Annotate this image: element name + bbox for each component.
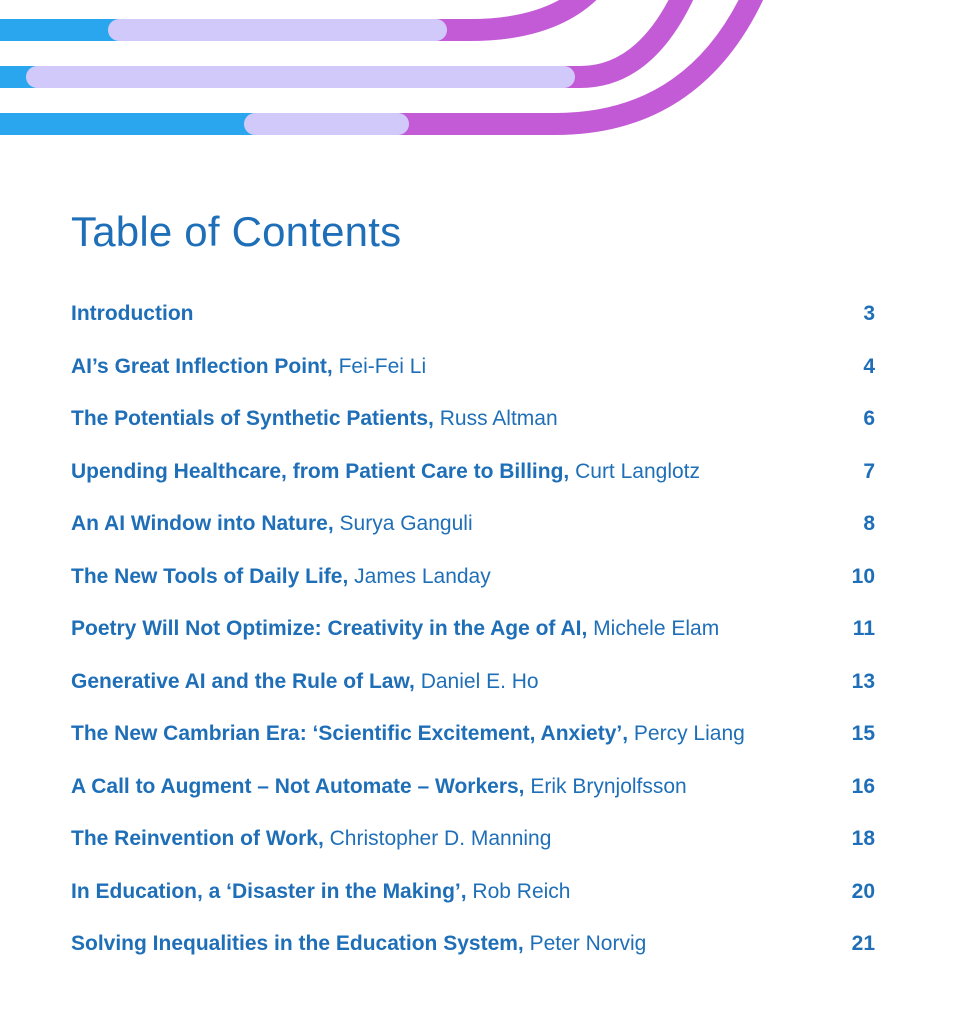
toc-entry-page-number: 20 [851,879,875,903]
toc-entry-author: Erik Brynjolfsson [530,774,687,798]
toc-entry-author: Rob Reich [472,879,571,903]
toc-entry-generative-ai-rule-of-law[interactable] [71,656,881,709]
toc-entry-page-number: 13 [851,669,875,693]
toc-entry-text [71,512,473,536]
toc-entry-author: James Landay [354,564,491,588]
toc-entry-page-number: 3 [863,302,875,326]
toc-entry-poetry-will-not-optimize[interactable] [71,603,881,656]
toc-entry-upending-healthcare[interactable] [71,446,881,499]
toc-entry-text [71,880,570,904]
toc-entry-author: Christopher D. Manning [329,827,552,851]
toc-entry-text [71,722,745,746]
purple-stripe-top [430,0,600,30]
toc-entry-page-number: 16 [851,774,875,798]
toc-entry-title: Generative AI and the Rule of Law, [71,669,415,693]
toc-entry-page-number: 10 [851,564,875,588]
toc-entry-new-cambrian-era[interactable] [71,708,881,761]
toc-entry-title: AI’s Great Inflection Point, [71,354,333,378]
toc-entry-author: Curt Langlotz [575,459,700,483]
decorative-stripes-banner [0,0,973,150]
page-title: Table of Contents [71,208,402,255]
toc-entry-author: Fei-Fei Li [338,354,427,378]
toc-entry-title: The New Cambrian Era: ‘Scientific Excitement, Anxiety’, [71,722,629,746]
toc-entry-introduction[interactable] [71,288,881,341]
toc-entry-call-to-augment[interactable] [71,761,881,814]
toc-entry-page-number: 11 [852,617,875,641]
toc-entry-ai-inflection-point[interactable] [71,341,881,394]
toc-entry-text [71,617,719,641]
toc-entry-page-number: 18 [851,827,875,851]
toc-entry-page-number: 21 [851,932,875,956]
toc-entry-page-number: 6 [863,407,875,431]
toc-entry-synthetic-patients[interactable] [71,393,881,446]
toc-entry-text [71,460,700,484]
toc-entry-page-number: 7 [863,459,875,483]
toc-entry-author: Surya Ganguli [339,512,473,536]
toc-entry-page-number: 15 [851,722,875,746]
toc-entry-title: Introduction [71,302,194,326]
toc-entry-text [71,827,551,851]
toc-entry-page-number: 8 [863,512,875,536]
toc-entry-text [71,775,687,799]
toc-entry-author: Percy Liang [633,722,745,746]
toc-entry-new-tools-daily-life[interactable] [71,551,881,604]
toc-entry-ai-window-nature[interactable] [71,498,881,551]
toc-entry-title: In Education, a ‘Disaster in the Making’, [71,879,467,903]
toc-entry-text [71,565,491,589]
toc-entry-title: The Reinvention of Work, [71,827,324,851]
purple-stripe-bottom [390,0,760,124]
toc-entry-solving-inequalities[interactable] [71,918,881,971]
toc-entry-author: Michele Elam [593,617,720,641]
toc-entry-text [71,670,539,694]
toc-entry-author: Russ Altman [439,407,558,431]
toc-entry-title: Poetry Will Not Optimize: Creativity in the Age of AI, [71,617,588,641]
toc-entry-title: The New Tools of Daily Life, [71,564,349,588]
toc-entry-reinvention-of-work[interactable] [71,813,881,866]
toc-entry-title: The Potentials of Synthetic Patients, [71,407,434,431]
toc-list [71,288,881,971]
toc-entry-title: An AI Window into Nature, [71,512,334,536]
toc-entry-text [71,932,646,956]
toc-entry-title: Upending Healthcare, from Patient Care to Billing, [71,459,570,483]
toc-entry-author: Peter Norvig [529,932,647,956]
toc-entry-text [71,407,558,431]
toc-entry-page-number: 4 [863,354,875,378]
toc-entry-author: Daniel E. Ho [420,669,539,693]
toc-entry-text [71,355,426,379]
toc-entry-education-disaster[interactable] [71,866,881,919]
toc-entry-title: A Call to Augment – Not Automate – Workers, [71,774,525,798]
toc-entry-text [71,302,193,326]
toc-entry-title: Solving Inequalities in the Education System, [71,932,524,956]
